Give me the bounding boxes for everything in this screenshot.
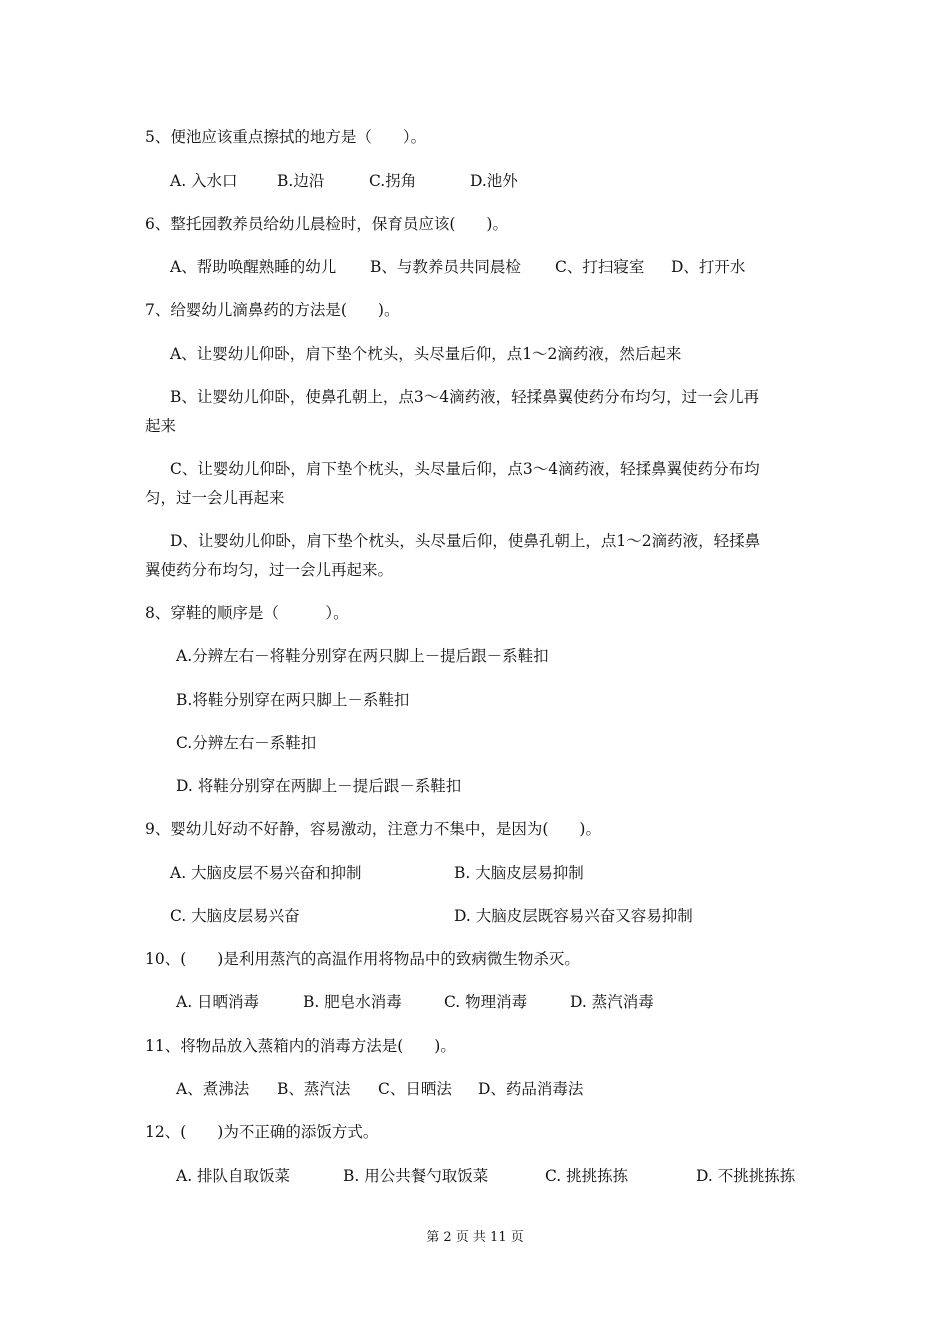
q6-option-b: B、与教养员共同晨检: [370, 258, 521, 276]
q6-option-c: C、打扫寝室: [555, 258, 645, 276]
question-9-stem: 9、婴幼儿好动不好静，容易激动，注意力不集中，是因为( )。: [145, 820, 601, 838]
q10-option-a: A. 日晒消毒: [176, 993, 260, 1011]
q12-option-a: A. 排队自取饭菜: [176, 1167, 291, 1185]
q11-option-b: B、蒸汽法: [277, 1080, 351, 1098]
q7-option-b-continued: 起来: [145, 417, 177, 435]
q8-option-d: D. 将鞋分别穿在两脚上－提后跟－系鞋扣: [176, 777, 462, 795]
q7-option-c: C、让婴幼儿仰卧，肩下垫个枕头，头尽量后仰，点3～4滴药液，轻揉鼻翼使药分布均: [170, 460, 760, 478]
q5-option-a: A. 入水口: [170, 172, 238, 190]
question-6-stem: 6、整托园教养员给幼儿晨检时，保育员应该( )。: [145, 215, 508, 233]
q9-option-b: B. 大脑皮层易抑制: [454, 864, 584, 882]
q7-option-b: B、让婴幼儿仰卧，使鼻孔朝上，点3～4滴药液，轻揉鼻翼使药分布均匀，过一会儿再: [170, 388, 760, 406]
q7-option-d-continued: 翼使药分布均匀，过一会儿再起来。: [145, 561, 394, 579]
q12-option-b: B. 用公共餐勺取饭菜: [343, 1167, 489, 1185]
q12-option-c: C. 挑挑拣拣: [545, 1167, 629, 1185]
question-10-stem: 10、( )是利用蒸汽的高温作用将物品中的致病微生物杀灭。: [145, 950, 580, 968]
q7-option-d: D、让婴幼儿仰卧，肩下垫个枕头，头尽量后仰，使鼻孔朝上，点1～2滴药液，轻揉鼻: [170, 532, 761, 550]
q5-option-b: B.边沿: [277, 172, 325, 190]
question-11-stem: 11、将物品放入蒸箱内的消毒方法是( )。: [145, 1037, 456, 1055]
q5-option-d: D.池外: [470, 172, 518, 190]
q6-option-a: A、帮助唤醒熟睡的幼儿: [170, 258, 337, 276]
question-5-stem: 5、便池应该重点擦拭的地方是（ ）。: [145, 128, 427, 146]
q9-option-d: D. 大脑皮层既容易兴奋又容易抑制: [454, 907, 693, 925]
q8-option-c: C.分辨左右－系鞋扣: [176, 734, 317, 752]
q9-option-c: C. 大脑皮层易兴奋: [170, 907, 300, 925]
question-7-stem: 7、给婴幼儿滴鼻药的方法是( )。: [145, 301, 400, 319]
q12-option-d: D. 不挑挑拣拣: [696, 1167, 796, 1185]
q6-option-d: D、打开水: [671, 258, 746, 276]
page-footer: 第 2 页 共 11 页: [426, 1230, 524, 1245]
q10-option-c: C. 物理消毒: [444, 993, 528, 1011]
q9-option-a: A. 大脑皮层不易兴奋和抑制: [170, 864, 362, 882]
q10-option-b: B. 肥皂水消毒: [303, 993, 402, 1011]
q5-option-c: C.拐角: [369, 172, 417, 190]
question-8-stem: 8、穿鞋的顺序是（ ）。: [145, 604, 349, 622]
question-12-stem: 12、( )为不正确的添饭方式。: [145, 1123, 379, 1141]
q8-option-b: B.将鞋分别穿在两只脚上－系鞋扣: [176, 691, 410, 709]
q7-option-c-continued: 匀，过一会儿再起来: [145, 489, 285, 507]
q8-option-a: A.分辨左右－将鞋分别穿在两只脚上－提后跟－系鞋扣: [176, 647, 549, 665]
q10-option-d: D. 蒸汽消毒: [570, 993, 654, 1011]
q11-option-d: D、药品消毒法: [478, 1080, 584, 1098]
q11-option-c: C、日晒法: [378, 1080, 452, 1098]
q11-option-a: A、煮沸法: [176, 1080, 250, 1098]
q7-option-a: A、让婴幼儿仰卧，肩下垫个枕头，头尽量后仰，点1～2滴药液，然后起来: [170, 345, 682, 363]
